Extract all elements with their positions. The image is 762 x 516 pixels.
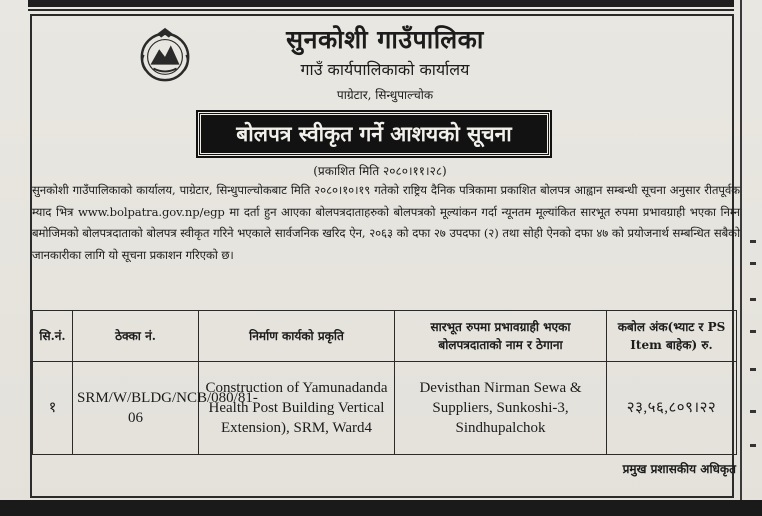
cell-work: Construction of Yamunadanda Health Post Building Vertical Extension), SRM, Ward4 xyxy=(199,362,395,455)
signoff-officer: प्रमुख प्रशासकीय अधिकृत xyxy=(622,462,736,476)
office-subtitle: गाउँ कार्यपालिकाको कार्यालय xyxy=(300,60,470,79)
published-date: (प्रकाशित मिति २०८०।११।२८) xyxy=(313,164,447,178)
bottom-rule xyxy=(0,500,762,516)
adjacent-column-edge xyxy=(748,200,760,480)
award-table xyxy=(32,310,737,455)
cell-bidder: Devisthan Nirman Sewa & Suppliers, Sunkoshi-3, Sindhupalchok xyxy=(395,362,607,455)
header-contract: ठेक्का नं. xyxy=(73,311,199,362)
office-location: पाग्रेटार, सिन्धुपाल्चोक xyxy=(336,88,434,102)
top-rule-thin xyxy=(28,9,734,11)
nepal-emblem-icon xyxy=(136,26,194,84)
header-bidder: सारभूत रुपमा प्रभावग्राही भएका बोलपत्रदाताको नाम र ठेगाना xyxy=(395,311,607,362)
notice-body-paragraph: सुनकोशी गाउँपालिकाको कार्यालय, पाग्रेटार, सिन्धुपाल्चोकबाट मिति २०८०।१०।१९ गतेको राष्ट्रिय दैनिक पत्रिकामा प्रकाशित बोलपत्र आह्वान सम्बन्धी सूचना अनुसार रीतपूर्वक म्याद भित्र www.bolpatra.gov.np/egp मा दर्ता हुन आएका बोलपत्रदाताहरुको बोलपत्रको मूल्यांकन गर्दा न्यूनतम मूल्यांकित सारभूत रुपमा प्रभावग्राही भएका निम्न बमोजिमको बोलपत्रदाताको बोलपत्र स्वीकृत गरिने भएकाले सार्वजनिक खरिद ऐन, २०६३ को दफा २७ उपदफा (२) तथा सोही ऐनको दफा ४७ को प्रयोजनार्थ सम्बन्धित सबैको जानकारीका लागि यो सूचना प्रकाशन गरिएको छ। xyxy=(32,183,740,262)
cell-sn: १ xyxy=(33,362,73,455)
header-work: निर्माण कार्यको प्रकृति xyxy=(199,311,395,362)
table-header-row xyxy=(33,311,737,362)
header-sn: सि.नं. xyxy=(33,311,73,362)
notice-heading-banner: बोलपत्र स्वीकृत गर्ने आशयको सूचना xyxy=(198,112,550,156)
top-rule xyxy=(28,0,734,7)
cell-amount: २३,५६,८०९।२२ xyxy=(607,362,737,455)
header-amount: कबोल अंक(भ्याट र PS Item बाहेक) रु. xyxy=(607,311,737,362)
column-rule xyxy=(740,0,742,500)
office-title: सुनकोशी गाउँपालिका xyxy=(286,25,484,54)
cell-contract: SRM/W/BLDG/NCB/080/81-06 xyxy=(73,362,199,455)
table-row xyxy=(33,362,737,455)
